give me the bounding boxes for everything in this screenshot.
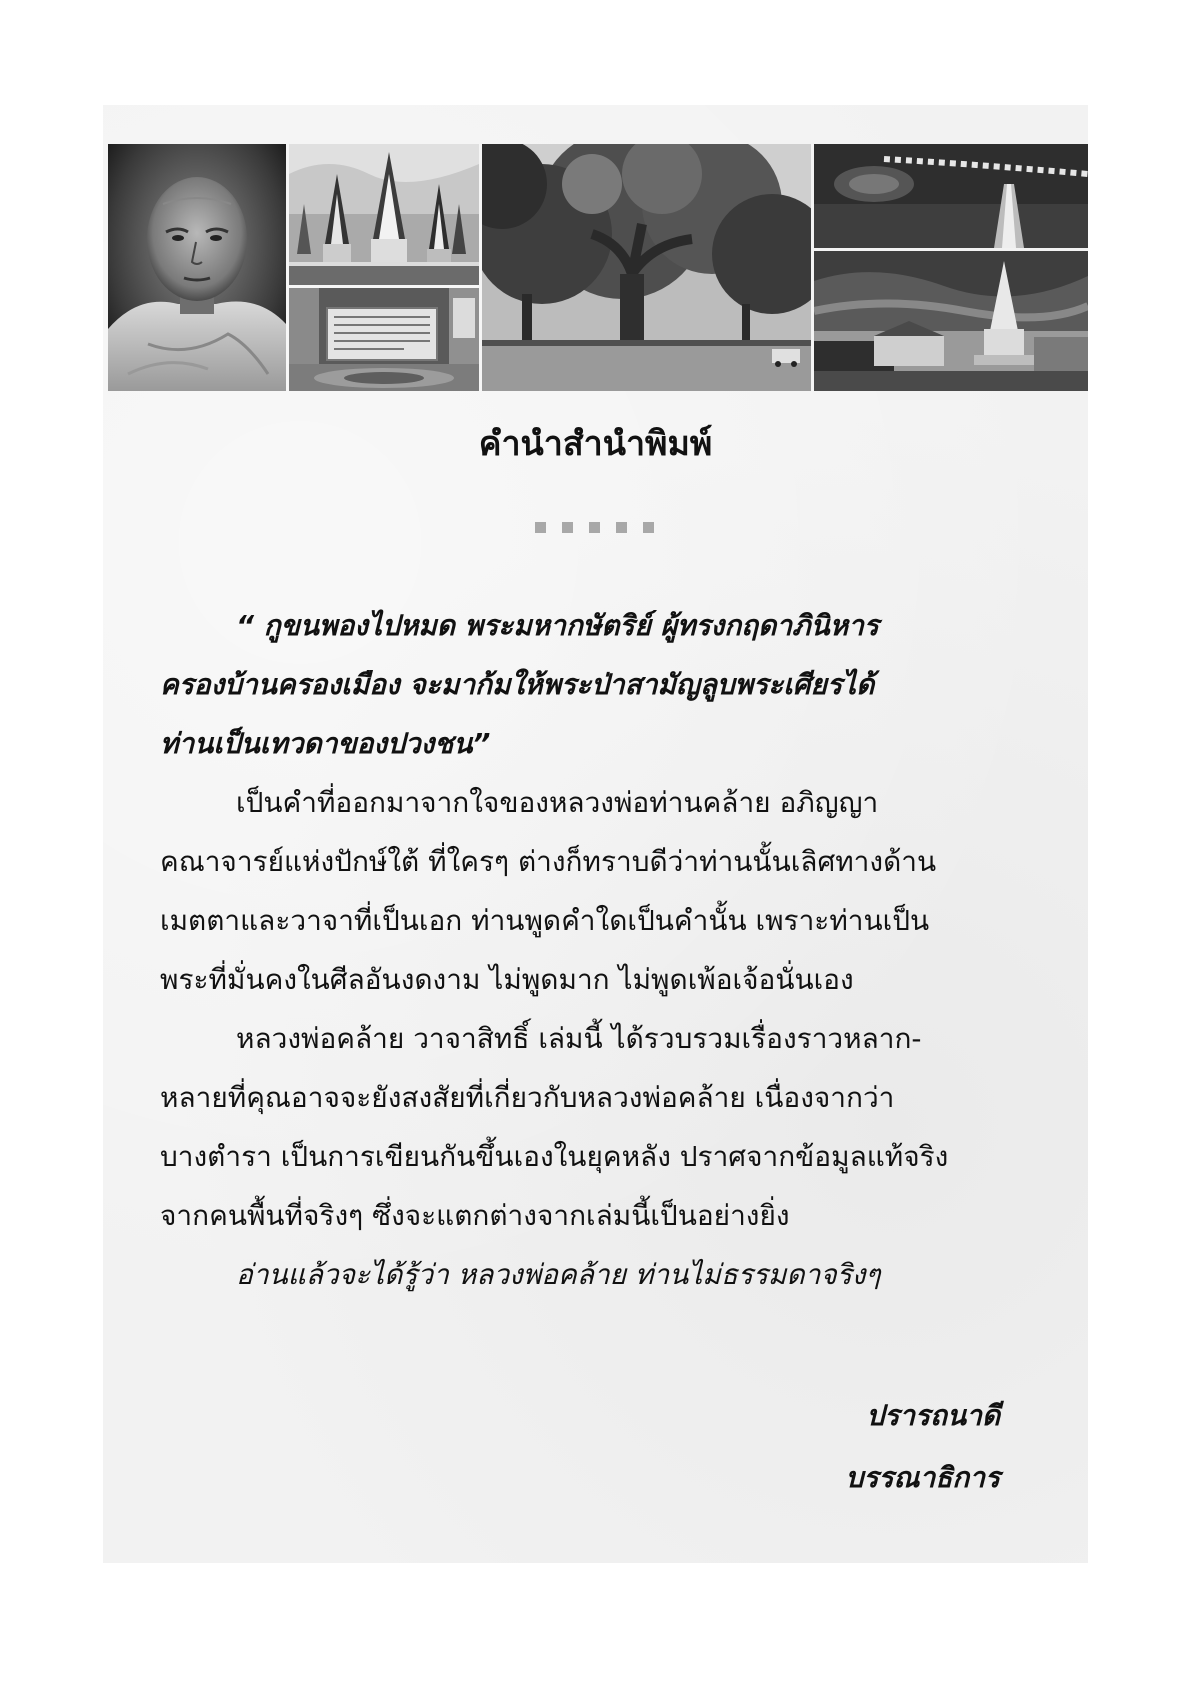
monk-portrait-photo: [108, 144, 286, 391]
paragraph2-line-1: หลวงพ่อคล้าย วาจาสิทธิ์ เล่มนี้ ได้รวบรวมเรื่องราวหลาก-: [236, 1022, 922, 1055]
history-board-photo: [289, 288, 479, 391]
paragraph2-line-2: หลายที่คุณอาจจะยังสงสัยที่เกี่ยวกับหลวงพ่อคล้าย เนื่องจากว่า: [160, 1081, 895, 1114]
signature-author: บรรณาธิการ: [845, 1461, 1000, 1494]
separator-dot: [643, 522, 654, 533]
separator-dot: [562, 522, 573, 533]
signature-greeting: ปรารถนาดี: [866, 1399, 1000, 1432]
large-tree-photo: [482, 144, 811, 391]
page-title: คำนำสำนำพิมพ์: [478, 424, 713, 464]
quote-line-3: ท่านเป็นเทวดาของปวงชน”: [160, 727, 491, 760]
quote-line-1: “ กูขนพองไปหมด พระมหากษัตริย์ ผู้ทรงกฤดาภินิหาร: [236, 609, 879, 642]
paragraph1-line-3: เมตตาและวาจาที่เป็นเอก ท่านพูดคำใดเป็นคำนั้น เพราะท่านเป็น: [160, 904, 930, 937]
paragraph2-line-4: จากคนพื้นที่จริงๆ ซึ่งจะแตกต่างจากเล่มนี้เป็นอย่างยิ่ง: [160, 1199, 790, 1232]
separator-dot: [535, 522, 546, 533]
separator-dot: [616, 522, 627, 533]
closing-line: อ่านแล้วจะได้รู้ว่า หลวงพ่อคล้าย ท่านไม่ธรรมดาจริงๆ: [236, 1258, 881, 1291]
paragraph2-line-3: บางตำรา เป็นการเขียนกันขึ้นเองในยุคหลัง ปราศจากข้อมูลแท้จริง: [160, 1140, 949, 1173]
paragraph1-line-1: เป็นคำที่ออกมาจากใจของหลวงพ่อท่านคล้าย อภิญญา: [236, 786, 879, 819]
title-separator-dots: [0, 518, 1189, 532]
separator-dot: [589, 522, 600, 533]
relic-beads-photo: [814, 144, 1088, 248]
paragraph1-line-2: คณาจารย์แห่งปักษ์ใต้ ที่ใครๆ ต่างก็ทราบดีว่าท่านนั้นเลิศทางด้าน: [160, 845, 937, 878]
photo-collage: [108, 144, 1088, 391]
quote-line-2: ครองบ้านครองเมือง จะมาก้มให้พระป่าสามัญลูบพระเศียรได้: [160, 668, 875, 701]
white-stupa-photo: [814, 251, 1088, 391]
temple-stupa-photo: [289, 144, 479, 285]
paragraph1-line-4: พระที่มั่นคงในศีลอันงดงาม ไม่พูดมาก ไม่พูดเพ้อเจ้อนั่นเอง: [160, 963, 854, 996]
